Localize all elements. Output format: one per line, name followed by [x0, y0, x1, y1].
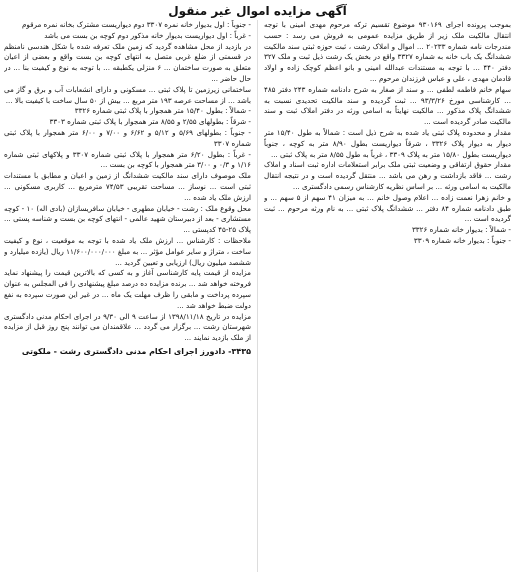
- paragraph: ساختمانی زیرزمین تا پلاک ثبتی ... مسکونی و دارای انشعابات آب و برق و گاز می باشد ... از مساحت عرصه ۱۹۳ متر مربع ... بیش از ۵۰ سال ساخت با کیفیت بالا ...: [4, 84, 251, 105]
- paragraph: بموجب پرونده اجرای ۹۳۰۱۶۹ موضوع تقسیم ترکه مرحوم مهدی امینی با توجه انتقال مالکیت ملک زیر از طریق مزایده عمومی به فروش می رسد : حسب مندرجات نامه شماره ۲۰۲۳۳ ... اموال و املاک رشت ، ثبت حوزه ثبتی سند مالکیت ششدانگ یک باب خانه به شماره ۳۳۲۷ واقع در بخش یک رشت ذیل ثبت و ملک ۳۲۷ دفتر ۴۴۰ ... با توجه به مستندات عبدالله امینی و بانو اعظم کوچک زاده و اولاد قادمان مهدی ، علی و عباس فرزندان مرحوم ...: [264, 20, 511, 83]
- notice-title: آگهی مزایده اموال غیر منقول: [168, 4, 347, 18]
- paragraph: سهام خانم فاطمه لطفی ... و سند از صغار به شرح دادنامه شماره ۲۴۳ دفتر ۴۸۵ ... کارشناسی مورخ ۹۳/۳/۲۶ ... ثبت گردیده و سند مالکیت تحدیدی نسبت به ششدانگ پلاک مذکور ... مالکیت نهایتاً به اسامی ورثه در دفتر املاک ثبت و سند مالکیت صادر گردیده است ...: [264, 84, 511, 127]
- paragraph: و خانم زهرا نعمت زاده ... اعلام وصول خانم ... به میزان ۴۱ سهم از ۵ سهم ... و طبق دادنامه شماره ۸۴ دفتر ... ششدانگ پلاک ثبتی ... به نام ورثه مرحوم ... ثبت گردیده است ...: [264, 192, 511, 224]
- boundary-south: - جنوباً : بدیوار خانه شماره ۳۳۰۹: [413, 235, 511, 245]
- paragraph: مقدار حقوق ارتفاقی و وضعیت ثبتی ملک برابر استعلامات اداره ثبت اسناد و املاک رشت ... فاقد بازداشت و رهن می باشد ... منتقل گردیده است و در نتیجه انتقال مالکیت به اسامی ورثه ... بر اساس نظریه کارشناس رسمی دادگستری ...: [264, 160, 511, 191]
- boundary-north: - شمالاً : بدیوار خانه شماره ۳۳۲۶: [411, 225, 511, 235]
- column-divider: [257, 20, 258, 572]
- paragraph: در بازدید از محل مشاهده گردید که زمین ملک تعرفه شده با شکل هندسی نامنظم در قسمتی از ضلع غربی متصل به انتهای کوچه بن بست واقع و بعضی از اعیان متعلق به صورت ساختمان ... ۶ منزلی یکطبقه ... با توجه به نوع و کیفیت بنا ... در حال حاضر ...: [4, 41, 251, 83]
- paragraph: مزایده در تاریخ ۱۳۹۸/۱۱/۱۸ از ساعت ۹ الی ۹/۳۰ در اجرای احکام مدنی دادگستری شهرستان رشت ... برگزار می گردد ... علاقمندان می توانند پنج روز قبل از مزایده از ملک بازدید نمایند ...: [4, 311, 251, 343]
- paragraph: - جنوباً : بطولهای ۵/۶۹ و ۵/۱۲ و ۶/۶۲ و ۷/۰۰ و ۶/۰۰ متر همجوار با پلاک ثبتی شماره ۳۳۰۷: [4, 127, 251, 148]
- paragraph: - غرباً : اول دیواریست بدیوار خانه مذکور دوم کوچه بن بست می باشد: [44, 30, 251, 40]
- paragraph: مقدار و محدوده پلاک ثبتی یاد شده به شرح ذیل است : شمالاً به طول ۱۵/۴۰ متر دیوار به دیوار پلاک ۳۳۲۶ ، شرقاً دیواریست بطول ۸/۹۰ متر به کوچه ، جنوباً دیواریست بطول ۱۵/۸۰ متر به پلاک ۳۳۰۹ ، غرباً به طول ۸/۵۵ متر به پلاک ثبتی ...: [264, 127, 511, 159]
- paragraph: - غرباً : بطول ۶/۲۰ متر همجوار با پلاک ثبتی شماره ۳۳۰۷ و پلاکهای ثبتی شماره ۱/۱۶ و ۰/۳ و ۳/۰۰ متر همجوار با کوچه بن بست ...: [4, 149, 251, 170]
- paragraph: - جنوباً : اول بدیوار خانه نمره ۳۳۰۷ دوم دیواریست مشترک بخانه نمره مرقوم: [22, 20, 251, 29]
- paragraph: مزایده از قیمت پایه کارشناسی آغاز و به کسی که بالاترین قیمت را پیشنهاد نماید فروخته خواهد شد ... برنده مزایده ده درصد مبلغ پیشنهادی را فی المجلس به عنوان سپرده پرداخت و مابقی را ظرف مهلت یک ماه ... در غیر این صورت سپرده به نفع دولت ضبط خواهد شد ...: [4, 268, 251, 310]
- paragraph: - شرقاً : بطولهای ۲/۵۵ و ۸/۵۵ متر همجوار با پلاک ثبتی شماره ۳۳۰۳: [49, 117, 251, 127]
- paragraph: - شمالاً : بطول ۱۵/۴۰ متر همجوار با پلاک ثبتی شماره ۳۳۲۶: [74, 106, 251, 116]
- left-column: [4, 20, 251, 572]
- paragraph: محل وقوع ملک : رشت - خیابان مطهری - خیابان سافریسازان (بادی اله) ۱۰ - کوچه مستشاری - بعد از دبیرستان شهید عالمی - انتهای کوچه بن بست و شناسه پستی ... پلاک ۲۵-۴۵ کدپستی ...: [4, 203, 251, 235]
- right-column: [264, 20, 511, 572]
- notice-footer-signature: ۳۴۳۵- دادورز اجرای احکام مدنی دادگستری رشت - ملکوتی: [21, 346, 251, 356]
- paragraph: ملک موصوف دارای سند مالکیت ششدانگ از زمین و اعیان و مطابق با مستندات ثبتی است ... نوساز ... مساحت تقریبی ۷۴/۵۳ مترمربع ... کاربری مسکونی ... ارزش ملک یاد شده ...: [4, 171, 251, 202]
- notice-body: [4, 20, 511, 572]
- paragraph: ملاحظات : کارشناس ... ارزش ملک یاد شده با توجه به موقعیت ، نوع و کیفیت ساخت ، متراژ و سایر عوامل مؤثر ... به مبلغ ۱۱/۶۰۰/۰۰۰/۰۰۰ ریال (یازده میلیارد و ششصد میلیون ریال) ارزیابی و تعیین گردید ...: [4, 235, 251, 267]
